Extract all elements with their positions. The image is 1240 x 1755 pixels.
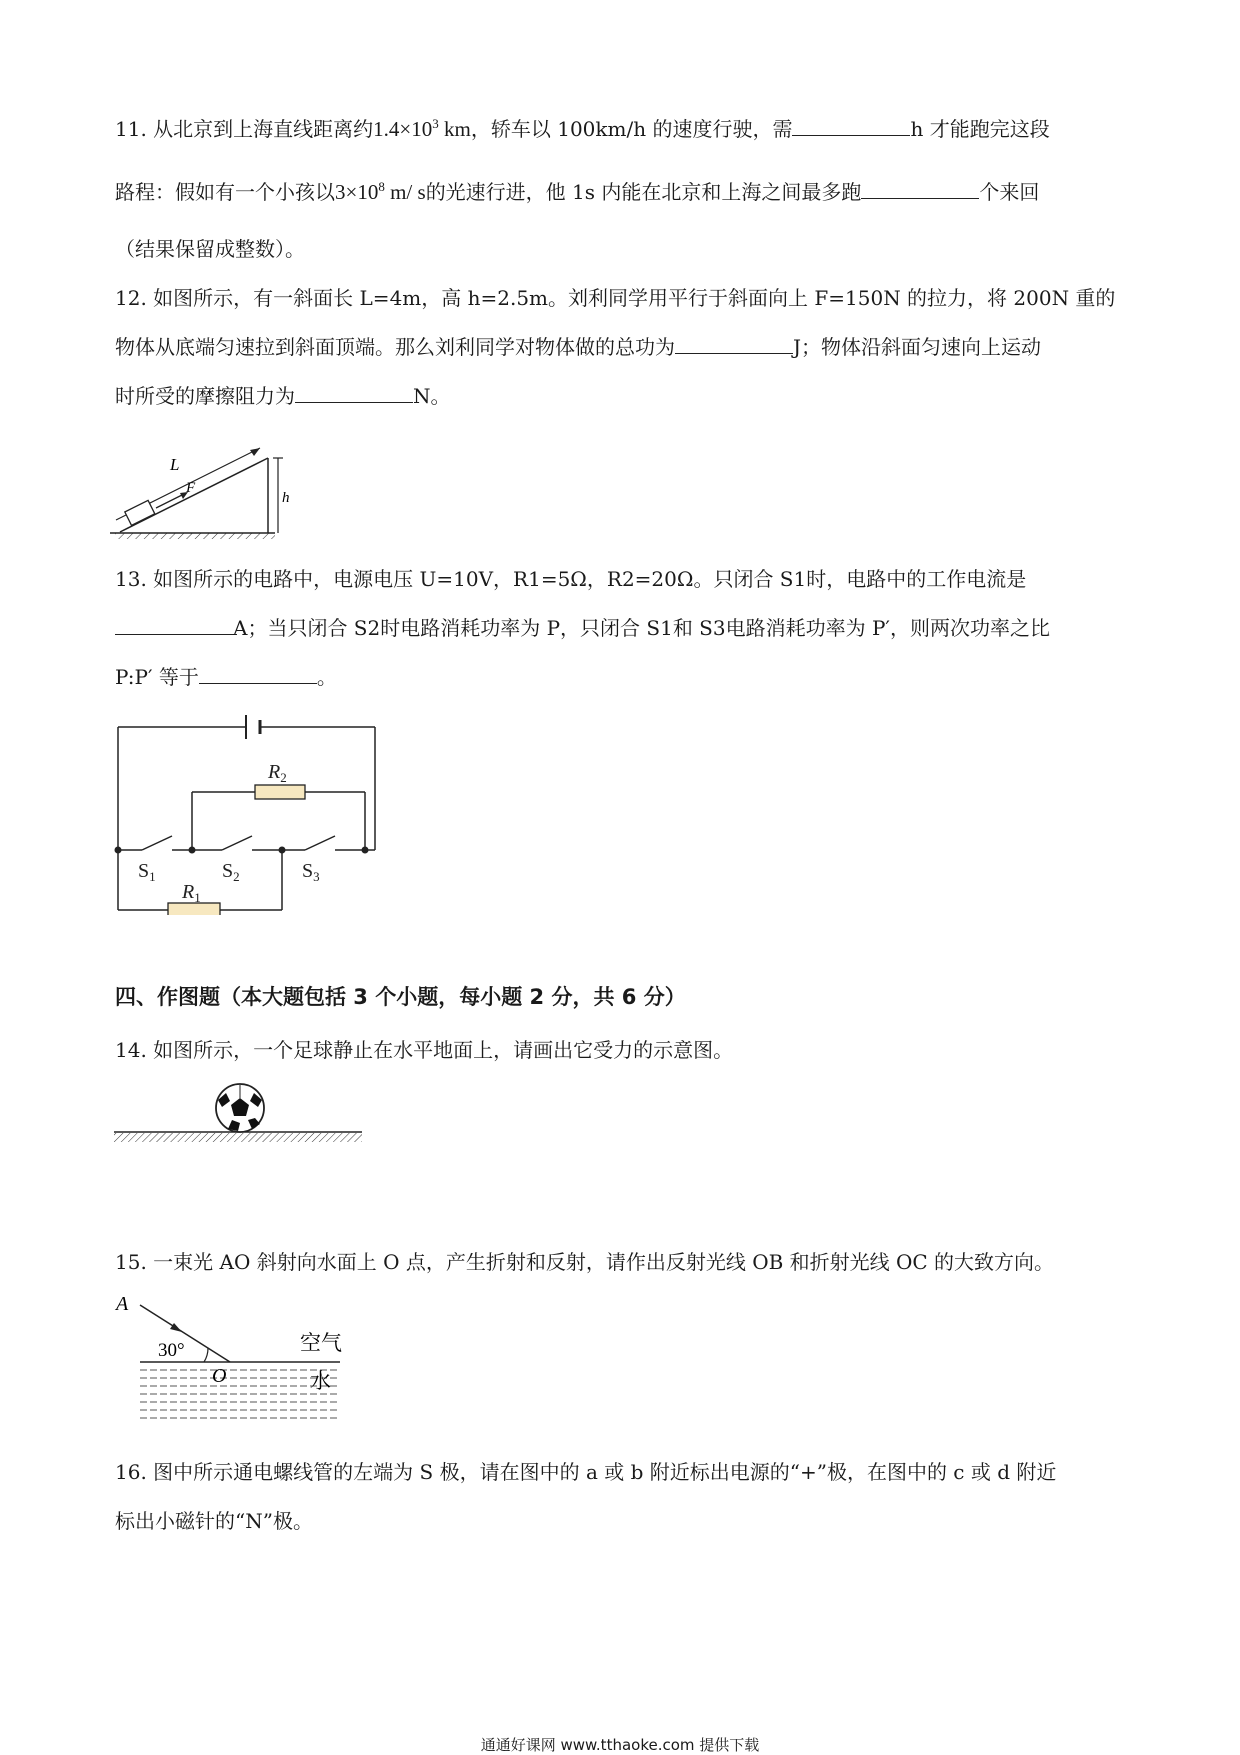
label-air: 空气 — [300, 1331, 342, 1355]
refraction-figure — [110, 1290, 370, 1430]
q15-text: 一束光 AO 斜射向水面上 O 点，产生折射和反射，请作出反射光线 OB 和折射光线 OC 的大致方向。 — [153, 1250, 1055, 1274]
q12-text-2: 物体从底端匀速拉到斜面顶端。那么刘利同学对物体做的总功为 — [115, 335, 675, 359]
label-h: h — [282, 490, 290, 506]
label-s2: $S_2$ — [222, 860, 240, 884]
box-on-incline — [125, 500, 155, 525]
answer-blank[interactable] — [115, 616, 233, 635]
label-o: O — [212, 1365, 227, 1387]
label-water: 水 — [310, 1369, 331, 1393]
answer-blank[interactable] — [792, 117, 910, 136]
answer-blank[interactable] — [295, 384, 413, 403]
q13-text: 如图所示的电路中，电源电压 U=10V，R1=5Ω，R2=20Ω。只闭合 S1时，电路中的工作电流是 — [153, 567, 1027, 591]
q16-line2: 标出小磁针的“N”极。 — [115, 1509, 313, 1533]
q13-number: 13. — [115, 567, 147, 591]
q11-text-6: 个来回 — [979, 180, 1040, 204]
q11-speed: $3\times 10^8$ m/ s — [335, 179, 426, 204]
q11-text: 从北京到上海直线距离约 — [153, 117, 374, 141]
ground-hatch — [114, 1133, 362, 1142]
q12-line1 — [115, 284, 1115, 312]
section-heading: 四、作图题（本大题包括 3 个小题，每小题 2 分，共 6 分） — [115, 985, 686, 1009]
q13-text-3: P:P′ 等于 — [115, 665, 199, 689]
incline-figure — [110, 420, 300, 540]
q13-line1 — [115, 565, 1026, 593]
q13-line3 — [115, 663, 337, 691]
football-icon — [216, 1084, 264, 1132]
q11-text-4: 路程：假如有一个小孩以 — [115, 180, 335, 204]
incident-ray — [140, 1305, 230, 1362]
label-F: F — [186, 480, 196, 496]
q11-line2 — [115, 173, 1039, 206]
q16-number: 16. — [115, 1460, 147, 1484]
resistor-r2 — [255, 785, 305, 799]
q11-text-3: h 才能跑完这段 — [910, 117, 1050, 141]
q14-number: 14. — [115, 1038, 147, 1062]
q11-text-2: ，轿车以 100km/h 的速度行驶，需 — [470, 117, 793, 141]
label-a: A — [116, 1293, 129, 1315]
q15-number: 15. — [115, 1250, 147, 1274]
q14-line1 — [115, 1036, 733, 1064]
angle-arc — [204, 1348, 208, 1362]
answer-blank[interactable] — [199, 665, 317, 684]
q12-text-5: N。 — [413, 384, 451, 408]
label-r2: $R_2$ — [268, 761, 287, 785]
q11-line1 — [115, 110, 1050, 143]
label-angle: 30° — [158, 1340, 185, 1361]
q12-text: 如图所示，有一斜面长 L=4m，高 h=2.5m。刘利同学用平行于斜面向上 F=150N 的拉力，将 200N 重的 — [153, 286, 1116, 310]
q12-line3 — [115, 382, 451, 410]
q12-number: 12. — [115, 286, 147, 310]
label-s3: $S_3$ — [302, 860, 320, 884]
q11-text-5: 的光速行进，他 1s 内能在北京和上海之间最多跑 — [425, 180, 862, 204]
page-footer: 通通好课网 www.tthaoke.com 提供下载 — [480, 1736, 760, 1754]
label-s1: $S_1$ — [138, 860, 156, 884]
answer-blank[interactable] — [675, 335, 793, 354]
q11-distance: $1.4\times 10^3$ km — [373, 116, 471, 141]
q11-line3: （结果保留成整数）。 — [115, 237, 305, 261]
q12-text-3: J；物体沿斜面匀速向上运动 — [793, 335, 1042, 359]
q12-line2 — [115, 333, 1041, 361]
q13-text-4: 。 — [316, 665, 337, 689]
q13-text-2: A；当只闭合 S2时电路消耗功率为 P，只闭合 S1和 S3电路消耗功率为 P′，则两次功率之比 — [233, 616, 1050, 640]
q14-text: 如图所示，一个足球静止在水平地面上，请画出它受力的示意图。 — [153, 1038, 734, 1062]
football-figure — [110, 1075, 370, 1155]
q11-number: 11. — [115, 117, 147, 141]
q15-line1 — [115, 1248, 1054, 1276]
label-r1: $R_1$ — [182, 881, 201, 905]
answer-blank[interactable] — [861, 180, 979, 199]
label-L: L — [170, 455, 180, 474]
circuit-figure — [110, 705, 390, 915]
q16-text: 图中所示通电螺线管的左端为 S 极，请在图中的 a 或 b 附近标出电源的“+”极，在图中的 c 或 d 附近 — [153, 1460, 1057, 1484]
ground-hatch — [115, 533, 275, 539]
q12-text-4: 时所受的摩擦阻力为 — [115, 384, 295, 408]
q16-line1 — [115, 1458, 1056, 1486]
q13-line2 — [115, 614, 1050, 642]
